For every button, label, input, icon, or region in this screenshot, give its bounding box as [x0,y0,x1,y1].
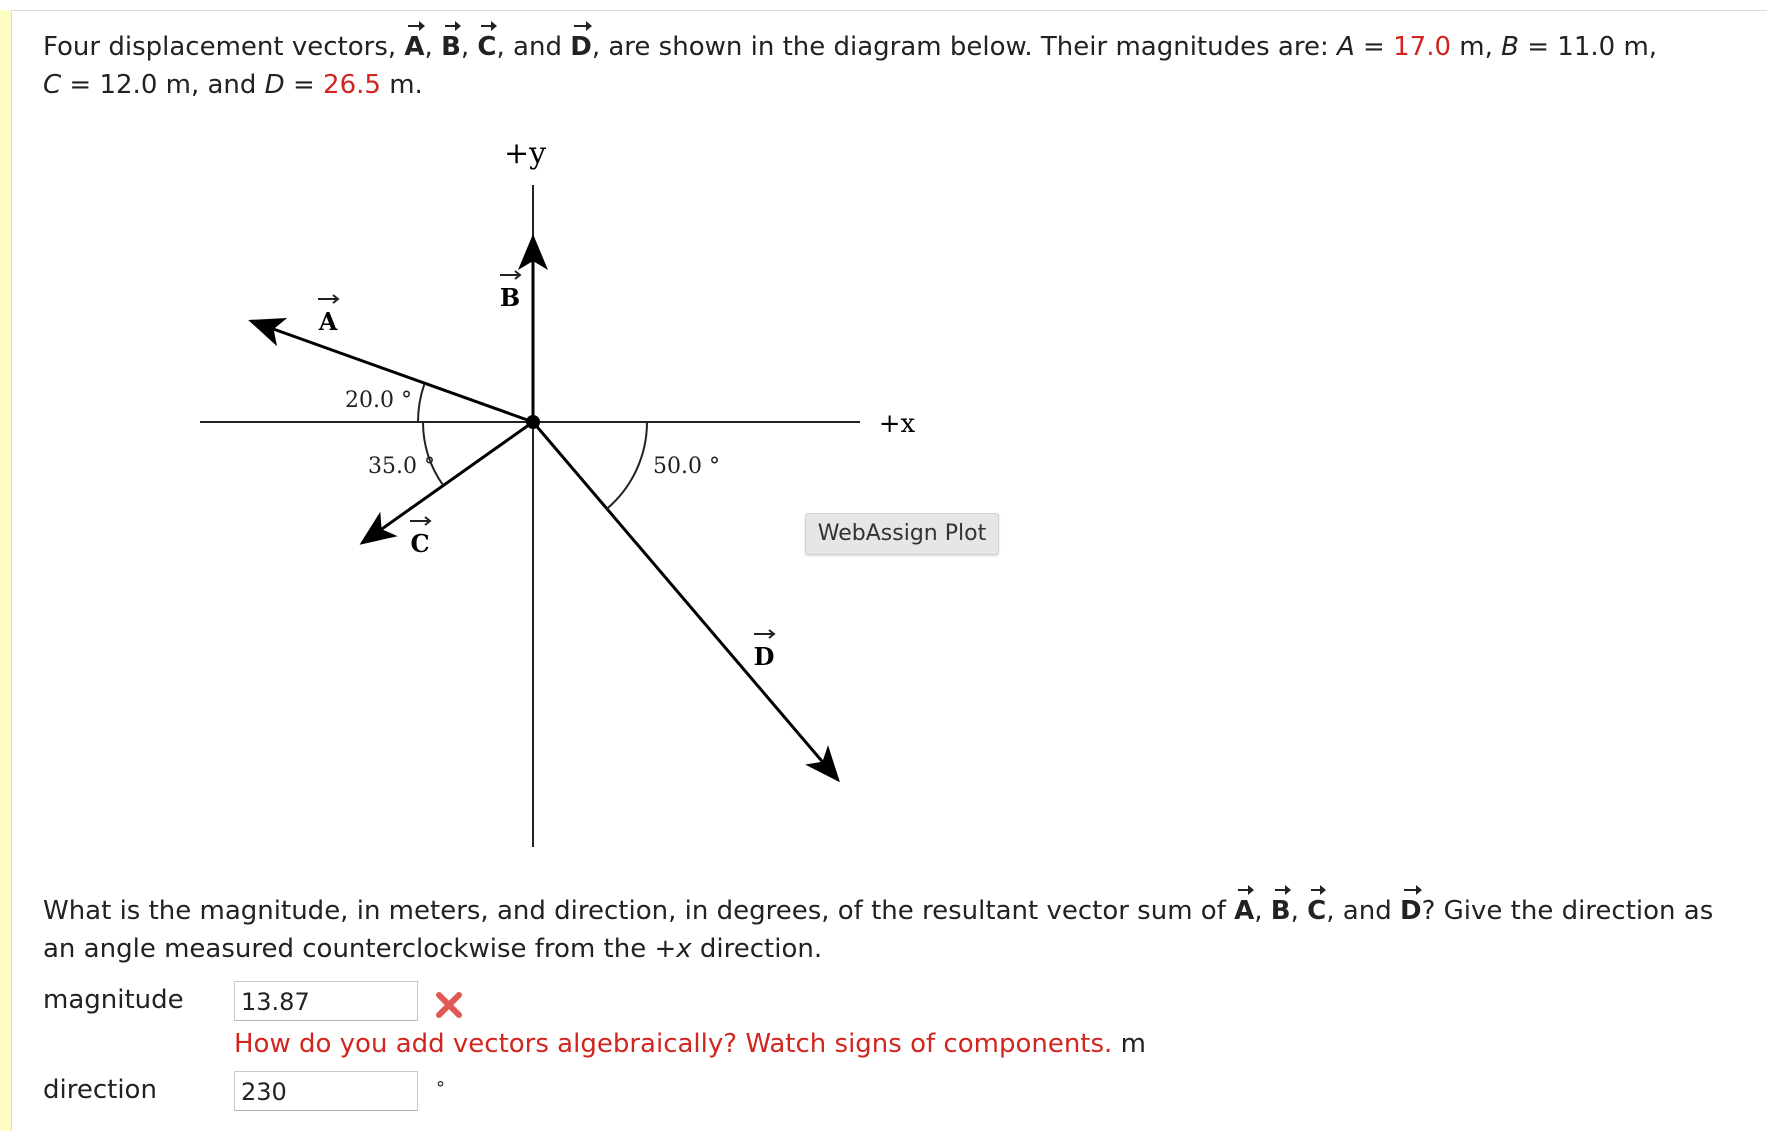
feedback-message: How do you add vectors algebraically? Watch signs of components. [234,1029,1113,1059]
direction-label: direction [43,1075,157,1105]
angle-arc-d [606,422,647,509]
vector-b-symbol: B [441,28,461,66]
direction-input[interactable]: 230 [234,1071,418,1111]
magnitude-b-text: = 11.0 m, [1527,32,1658,62]
question-vector-c: C [1307,892,1326,930]
webassign-plot-button[interactable]: WebAssign Plot [805,513,999,555]
vector-a-symbol: A [404,28,424,66]
vector-b-label: B [499,283,521,312]
angle-arc-a [418,384,425,422]
vector-c-symbol: C [477,28,496,66]
question-vector-b: B [1271,892,1291,930]
vector-a-label: A [318,307,338,336]
vector-diagram [190,125,970,855]
question-vector-a: A [1234,892,1254,930]
question-text: What is the magnitude, in meters, and direction, in degrees, of the resultant vector sum of A, B, C, and D? Give the direction as an angle measured counterclockwise from the +x direction. [43,892,1743,968]
problem-statement: Four displacement vectors, A, B, C, and D, are shown in the diagram below. Their magnitudes are: A = 17.0 m, B = 11.0 m, C = 12.0 m, and D = 26.5 m. [43,28,1743,104]
magnitude-c-text: = 12.0 m, and [69,70,257,100]
feedback-line [234,1025,1146,1063]
angle-c-label: 35.0 ° [368,454,435,479]
angle-a-label: 20.0 ° [345,388,412,413]
question-vector-d: D [1400,892,1422,930]
magnitude-d-value: 26.5 [323,70,381,100]
magnitude-a-value: 17.0 [1393,32,1451,62]
vector-d-symbol: D [570,28,592,66]
magnitude-label: magnitude [43,985,184,1015]
magnitude-unit: m [1120,1029,1146,1059]
degree-unit: ° [436,1078,445,1099]
magnitude-input[interactable]: 13.87 [234,981,418,1021]
vector-c-label: C [410,529,430,558]
axis-label-plus-y: +y [503,136,547,171]
top-border [0,0,1767,11]
angle-d-label: 50.0 ° [653,454,720,479]
vector-d-label: D [753,642,775,671]
incorrect-x-icon [434,990,464,1020]
origin-point [526,415,540,429]
vector-c-arrow [362,422,533,543]
question-sidebar-highlight [0,10,12,1131]
axis-label-plus-x: +x [878,409,916,439]
